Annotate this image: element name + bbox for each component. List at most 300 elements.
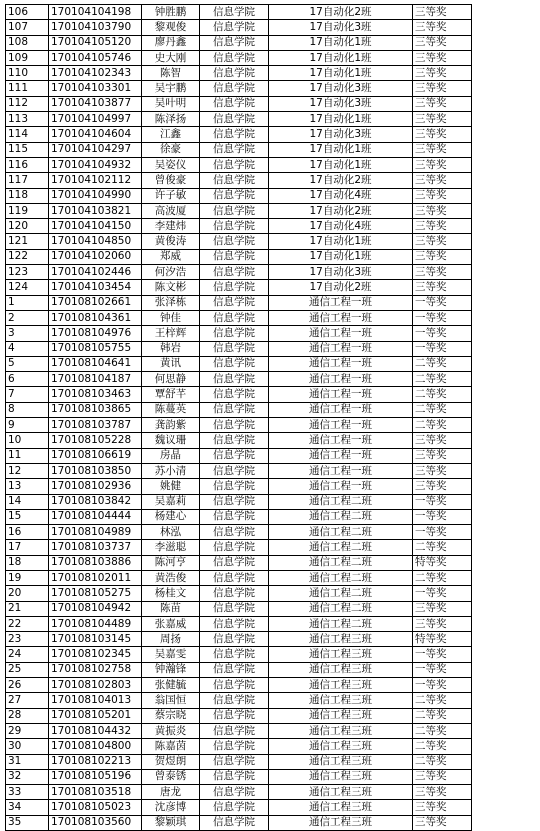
student-name-cell: 房晶	[142, 448, 200, 463]
award-cell: 三等奖	[413, 815, 472, 830]
row-number-cell: 106	[6, 5, 49, 20]
college-cell: 信息学院	[200, 494, 269, 509]
award-cell: 三等奖	[413, 157, 472, 172]
student-name-cell: 何思静	[142, 372, 200, 387]
class-cell: 通信工程一班	[269, 295, 413, 310]
table-row	[6, 678, 472, 693]
row-number-cell: 122	[6, 249, 49, 264]
table-row	[6, 81, 472, 96]
table-row	[6, 448, 472, 463]
class-cell: 17自动化2班	[269, 5, 413, 20]
class-cell: 17自动化1班	[269, 35, 413, 50]
class-cell: 通信工程三班	[269, 693, 413, 708]
award-cell: 二等奖	[413, 387, 472, 402]
table-row	[6, 555, 472, 570]
row-number-cell: 30	[6, 739, 49, 754]
student-name-cell: 张嘉威	[142, 616, 200, 631]
row-number-cell: 123	[6, 265, 49, 280]
row-number-cell: 22	[6, 616, 49, 631]
table-row	[6, 815, 472, 830]
award-cell: 三等奖	[413, 219, 472, 234]
student-name-cell: 曾泰锈	[142, 769, 200, 784]
row-number-cell: 18	[6, 555, 49, 570]
table-row	[6, 800, 472, 815]
college-cell: 信息学院	[200, 249, 269, 264]
college-cell: 信息学院	[200, 433, 269, 448]
award-cell: 三等奖	[413, 127, 472, 142]
student-id-cell: 170108103787	[49, 418, 142, 433]
college-cell: 信息学院	[200, 800, 269, 815]
award-cell: 二等奖	[413, 372, 472, 387]
student-name-cell: 张泽栋	[142, 295, 200, 310]
award-cell: 二等奖	[413, 693, 472, 708]
student-id-cell: 170108103518	[49, 785, 142, 800]
college-cell: 信息学院	[200, 402, 269, 417]
award-cell: 三等奖	[413, 50, 472, 65]
award-cell: 三等奖	[413, 234, 472, 249]
student-id-cell: 170108105228	[49, 433, 142, 448]
award-list-sheet	[5, 4, 472, 831]
student-id-cell: 170108104800	[49, 739, 142, 754]
row-number-cell: 12	[6, 463, 49, 478]
college-cell: 信息学院	[200, 157, 269, 172]
college-cell: 信息学院	[200, 341, 269, 356]
college-cell: 信息学院	[200, 754, 269, 769]
student-id-cell: 170108106619	[49, 448, 142, 463]
college-cell: 信息学院	[200, 815, 269, 830]
student-name-cell: 陈蔓英	[142, 402, 200, 417]
award-cell: 一等奖	[413, 509, 472, 524]
student-name-cell: 吴宇鹏	[142, 81, 200, 96]
class-cell: 通信工程三班	[269, 769, 413, 784]
student-id-cell: 170108103886	[49, 555, 142, 570]
row-number-cell: 108	[6, 35, 49, 50]
student-name-cell: 陈泽扬	[142, 112, 200, 127]
college-cell: 信息学院	[200, 96, 269, 111]
student-name-cell: 郑威	[142, 249, 200, 264]
row-number-cell: 19	[6, 570, 49, 585]
row-number-cell: 35	[6, 815, 49, 830]
table-row	[6, 372, 472, 387]
student-id-cell: 170104104604	[49, 127, 142, 142]
student-name-cell: 唐龙	[142, 785, 200, 800]
award-cell: 二等奖	[413, 723, 472, 738]
student-id-cell: 170104105746	[49, 50, 142, 65]
student-name-cell: 高波厦	[142, 203, 200, 218]
award-cell: 三等奖	[413, 280, 472, 295]
table-row	[6, 326, 472, 341]
award-cell: 一等奖	[413, 341, 472, 356]
table-row	[6, 20, 472, 35]
college-cell: 信息学院	[200, 693, 269, 708]
student-name-cell: 蔡宗晓	[142, 708, 200, 723]
award-cell: 三等奖	[413, 5, 472, 20]
award-cell: 三等奖	[413, 769, 472, 784]
row-number-cell: 24	[6, 647, 49, 662]
student-name-cell: 翁国恒	[142, 693, 200, 708]
college-cell: 信息学院	[200, 112, 269, 127]
row-number-cell: 21	[6, 601, 49, 616]
class-cell: 通信工程一班	[269, 479, 413, 494]
student-id-cell: 170108102345	[49, 647, 142, 662]
row-number-cell: 10	[6, 433, 49, 448]
class-cell: 通信工程二班	[269, 616, 413, 631]
student-name-cell: 周扬	[142, 632, 200, 647]
college-cell: 信息学院	[200, 356, 269, 371]
class-cell: 17自动化1班	[269, 157, 413, 172]
table-row	[6, 142, 472, 157]
student-id-cell: 170104104990	[49, 188, 142, 203]
table-row	[6, 310, 472, 325]
table-row	[6, 295, 472, 310]
row-number-cell: 1	[6, 295, 49, 310]
student-name-cell: 黄俊涛	[142, 234, 200, 249]
class-cell: 通信工程二班	[269, 586, 413, 601]
class-cell: 通信工程三班	[269, 739, 413, 754]
row-number-cell: 26	[6, 678, 49, 693]
student-name-cell: 陈河亨	[142, 555, 200, 570]
college-cell: 信息学院	[200, 387, 269, 402]
student-id-cell: 170104103301	[49, 81, 142, 96]
row-number-cell: 20	[6, 586, 49, 601]
table-row	[6, 157, 472, 172]
college-cell: 信息学院	[200, 20, 269, 35]
award-cell: 三等奖	[413, 616, 472, 631]
class-cell: 通信工程一班	[269, 433, 413, 448]
student-name-cell: 贺煜朗	[142, 754, 200, 769]
student-name-cell: 苏小清	[142, 463, 200, 478]
row-number-cell: 23	[6, 632, 49, 647]
class-cell: 通信工程一班	[269, 418, 413, 433]
student-id-cell: 170108102661	[49, 295, 142, 310]
table-row	[6, 785, 472, 800]
college-cell: 信息学院	[200, 723, 269, 738]
table-row	[6, 632, 472, 647]
student-id-cell: 170104103790	[49, 20, 142, 35]
student-id-cell: 170104102112	[49, 173, 142, 188]
college-cell: 信息学院	[200, 525, 269, 540]
award-cell: 一等奖	[413, 647, 472, 662]
class-cell: 通信工程三班	[269, 708, 413, 723]
row-number-cell: 11	[6, 448, 49, 463]
student-name-cell: 杨桂文	[142, 586, 200, 601]
row-number-cell: 9	[6, 418, 49, 433]
college-cell: 信息学院	[200, 708, 269, 723]
row-number-cell: 3	[6, 326, 49, 341]
college-cell: 信息学院	[200, 662, 269, 677]
class-cell: 通信工程一班	[269, 326, 413, 341]
row-number-cell: 121	[6, 234, 49, 249]
table-row	[6, 647, 472, 662]
table-row	[6, 280, 472, 295]
student-id-cell: 170108104942	[49, 601, 142, 616]
award-cell: 二等奖	[413, 754, 472, 769]
table-row	[6, 693, 472, 708]
student-name-cell: 吴嘉莉	[142, 494, 200, 509]
row-number-cell: 117	[6, 173, 49, 188]
college-cell: 信息学院	[200, 280, 269, 295]
college-cell: 信息学院	[200, 463, 269, 478]
college-cell: 信息学院	[200, 142, 269, 157]
award-cell: 三等奖	[413, 173, 472, 188]
student-name-cell: 吴姿仪	[142, 157, 200, 172]
student-id-cell: 170108102213	[49, 754, 142, 769]
award-cell: 三等奖	[413, 479, 472, 494]
table-row	[6, 112, 472, 127]
class-cell: 通信工程二班	[269, 570, 413, 585]
college-cell: 信息学院	[200, 66, 269, 81]
award-cell: 一等奖	[413, 586, 472, 601]
award-cell: 三等奖	[413, 81, 472, 96]
student-id-cell: 170104102446	[49, 265, 142, 280]
student-id-cell: 170108102011	[49, 570, 142, 585]
student-name-cell: 陈文彬	[142, 280, 200, 295]
student-name-cell: 黄浩俊	[142, 570, 200, 585]
class-cell: 17自动化1班	[269, 112, 413, 127]
college-cell: 信息学院	[200, 570, 269, 585]
student-id-cell: 170108103145	[49, 632, 142, 647]
row-number-cell: 7	[6, 387, 49, 402]
student-id-cell: 170104104997	[49, 112, 142, 127]
student-name-cell: 史大刚	[142, 50, 200, 65]
table-row	[6, 479, 472, 494]
student-id-cell: 170108103737	[49, 540, 142, 555]
award-cell: 一等奖	[413, 525, 472, 540]
college-cell: 信息学院	[200, 647, 269, 662]
student-id-cell: 170104104198	[49, 5, 142, 20]
row-number-cell: 118	[6, 188, 49, 203]
student-name-cell: 姚健	[142, 479, 200, 494]
college-cell: 信息学院	[200, 203, 269, 218]
student-id-cell: 170108102803	[49, 678, 142, 693]
row-number-cell: 16	[6, 525, 49, 540]
award-cell: 特等奖	[413, 632, 472, 647]
table-row	[6, 35, 472, 50]
table-row	[6, 418, 472, 433]
table-row	[6, 723, 472, 738]
student-id-cell: 170104104932	[49, 157, 142, 172]
student-name-cell: 王梓辉	[142, 326, 200, 341]
student-id-cell: 170108104187	[49, 372, 142, 387]
student-id-cell: 170108103850	[49, 463, 142, 478]
college-cell: 信息学院	[200, 616, 269, 631]
class-cell: 17自动化3班	[269, 127, 413, 142]
student-id-cell: 170108103463	[49, 387, 142, 402]
student-id-cell: 170108104013	[49, 693, 142, 708]
table-row	[6, 433, 472, 448]
college-cell: 信息学院	[200, 265, 269, 280]
class-cell: 17自动化1班	[269, 66, 413, 81]
row-number-cell: 113	[6, 112, 49, 127]
student-name-cell: 覃舒芊	[142, 387, 200, 402]
student-name-cell: 廖丹鑫	[142, 35, 200, 50]
table-body	[6, 5, 472, 831]
student-id-cell: 170108104489	[49, 616, 142, 631]
table-row	[6, 203, 472, 218]
class-cell: 17自动化1班	[269, 50, 413, 65]
table-row	[6, 96, 472, 111]
row-number-cell: 33	[6, 785, 49, 800]
student-id-cell: 170108104432	[49, 723, 142, 738]
award-cell: 三等奖	[413, 249, 472, 264]
class-cell: 通信工程一班	[269, 387, 413, 402]
award-cell: 二等奖	[413, 540, 472, 555]
table-row	[6, 739, 472, 754]
class-cell: 通信工程二班	[269, 494, 413, 509]
award-cell: 特等奖	[413, 555, 472, 570]
table-row	[6, 387, 472, 402]
class-cell: 通信工程三班	[269, 785, 413, 800]
table-row	[6, 494, 472, 509]
student-name-cell: 吴叶明	[142, 96, 200, 111]
student-id-cell: 170108103842	[49, 494, 142, 509]
class-cell: 17自动化3班	[269, 265, 413, 280]
class-cell: 17自动化2班	[269, 280, 413, 295]
student-id-cell: 170104103877	[49, 96, 142, 111]
student-name-cell: 陈苗	[142, 601, 200, 616]
student-name-cell: 钟胜鹏	[142, 5, 200, 20]
table-row	[6, 662, 472, 677]
row-number-cell: 29	[6, 723, 49, 738]
row-number-cell: 124	[6, 280, 49, 295]
award-cell: 三等奖	[413, 66, 472, 81]
class-cell: 通信工程三班	[269, 754, 413, 769]
student-id-cell: 170108105023	[49, 800, 142, 815]
college-cell: 信息学院	[200, 769, 269, 784]
class-cell: 通信工程一班	[269, 463, 413, 478]
award-cell: 一等奖	[413, 310, 472, 325]
award-cell: 一等奖	[413, 678, 472, 693]
student-id-cell: 170108105275	[49, 586, 142, 601]
table-row	[6, 509, 472, 524]
award-cell: 一等奖	[413, 494, 472, 509]
award-cell: 三等奖	[413, 265, 472, 280]
college-cell: 信息学院	[200, 479, 269, 494]
row-number-cell: 28	[6, 708, 49, 723]
table-row	[6, 219, 472, 234]
table-row	[6, 66, 472, 81]
row-number-cell: 111	[6, 81, 49, 96]
row-number-cell: 109	[6, 50, 49, 65]
row-number-cell: 6	[6, 372, 49, 387]
row-number-cell: 114	[6, 127, 49, 142]
table-row	[6, 616, 472, 631]
row-number-cell: 31	[6, 754, 49, 769]
college-cell: 信息学院	[200, 739, 269, 754]
class-cell: 通信工程二班	[269, 525, 413, 540]
class-cell: 通信工程三班	[269, 723, 413, 738]
row-number-cell: 14	[6, 494, 49, 509]
award-cell: 三等奖	[413, 35, 472, 50]
college-cell: 信息学院	[200, 326, 269, 341]
college-cell: 信息学院	[200, 219, 269, 234]
table-row	[6, 127, 472, 142]
college-cell: 信息学院	[200, 601, 269, 616]
student-name-cell: 魏议珊	[142, 433, 200, 448]
college-cell: 信息学院	[200, 540, 269, 555]
student-name-cell: 张健毓	[142, 678, 200, 693]
award-cell: 一等奖	[413, 662, 472, 677]
row-number-cell: 119	[6, 203, 49, 218]
table-row	[6, 5, 472, 20]
student-id-cell: 170104104297	[49, 142, 142, 157]
student-name-cell: 陈智	[142, 66, 200, 81]
class-cell: 17自动化3班	[269, 20, 413, 35]
table-row	[6, 341, 472, 356]
row-number-cell: 25	[6, 662, 49, 677]
college-cell: 信息学院	[200, 81, 269, 96]
class-cell: 17自动化4班	[269, 188, 413, 203]
row-number-cell: 32	[6, 769, 49, 784]
college-cell: 信息学院	[200, 448, 269, 463]
table-row	[6, 769, 472, 784]
row-number-cell: 116	[6, 157, 49, 172]
student-id-cell: 170104102060	[49, 249, 142, 264]
class-cell: 通信工程二班	[269, 555, 413, 570]
student-id-cell: 170108104444	[49, 509, 142, 524]
table-row	[6, 402, 472, 417]
award-cell: 三等奖	[413, 785, 472, 800]
class-cell: 通信工程三班	[269, 647, 413, 662]
student-id-cell: 170104104850	[49, 234, 142, 249]
table-row	[6, 173, 472, 188]
award-cell: 三等奖	[413, 142, 472, 157]
award-cell: 三等奖	[413, 800, 472, 815]
class-cell: 17自动化1班	[269, 249, 413, 264]
award-cell: 二等奖	[413, 356, 472, 371]
table-row	[6, 540, 472, 555]
student-id-cell: 170108103560	[49, 815, 142, 830]
student-id-cell: 170104102343	[49, 66, 142, 81]
college-cell: 信息学院	[200, 785, 269, 800]
class-cell: 通信工程一班	[269, 356, 413, 371]
table-row	[6, 249, 472, 264]
class-cell: 通信工程一班	[269, 341, 413, 356]
student-name-cell: 韩岩	[142, 341, 200, 356]
row-number-cell: 120	[6, 219, 49, 234]
table-row	[6, 188, 472, 203]
row-number-cell: 115	[6, 142, 49, 157]
student-name-cell: 杨建心	[142, 509, 200, 524]
student-id-cell: 170108104989	[49, 525, 142, 540]
college-cell: 信息学院	[200, 555, 269, 570]
student-name-cell: 黎颖琪	[142, 815, 200, 830]
college-cell: 信息学院	[200, 188, 269, 203]
class-cell: 通信工程一班	[269, 310, 413, 325]
student-name-cell: 钟瀚锋	[142, 662, 200, 677]
row-number-cell: 27	[6, 693, 49, 708]
row-number-cell: 8	[6, 402, 49, 417]
student-id-cell: 170108104641	[49, 356, 142, 371]
award-table	[5, 4, 472, 831]
class-cell: 通信工程一班	[269, 402, 413, 417]
class-cell: 通信工程三班	[269, 662, 413, 677]
row-number-cell: 110	[6, 66, 49, 81]
class-cell: 17自动化2班	[269, 173, 413, 188]
row-number-cell: 112	[6, 96, 49, 111]
award-cell: 三等奖	[413, 463, 472, 478]
class-cell: 17自动化2班	[269, 203, 413, 218]
student-id-cell: 170108105201	[49, 708, 142, 723]
student-id-cell: 170108104976	[49, 326, 142, 341]
student-name-cell: 江鑫	[142, 127, 200, 142]
row-number-cell: 4	[6, 341, 49, 356]
student-name-cell: 龚韵紫	[142, 418, 200, 433]
class-cell: 通信工程三班	[269, 815, 413, 830]
student-id-cell: 170108102758	[49, 662, 142, 677]
row-number-cell: 17	[6, 540, 49, 555]
award-cell: 三等奖	[413, 448, 472, 463]
